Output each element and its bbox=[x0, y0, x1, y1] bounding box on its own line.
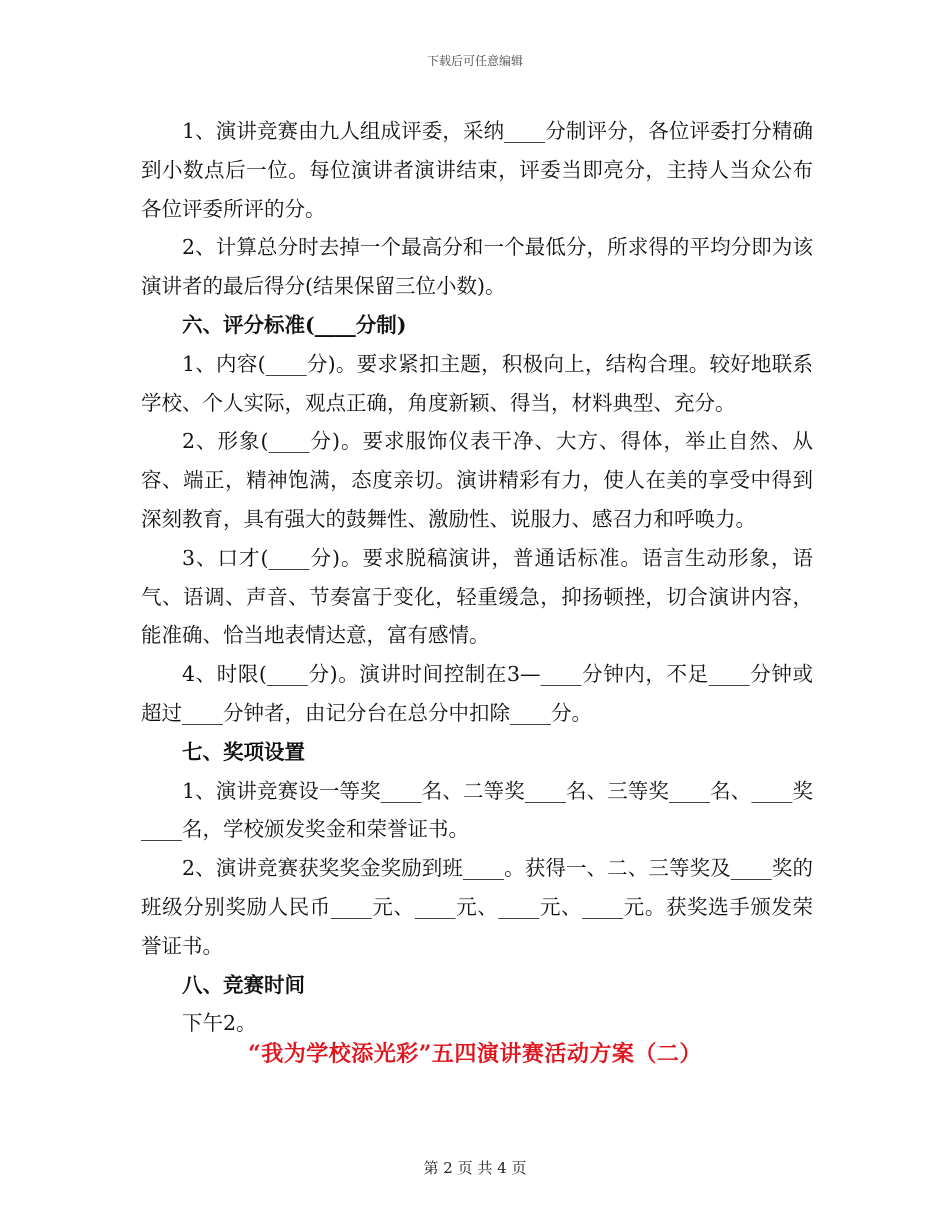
section-heading-scoring-criteria: 六、评分标准(____分制) bbox=[182, 312, 407, 337]
paragraph-criteria-image: 2、形象(____分)。要求服饰仪表干净、大方、得体，举止自然、从容、端正，精神饱满，态度亲切。演讲精彩有力，使人在美的享受中得到深刻教育，具有强大的鼓舞性、激励性、说服力、感召力和呼唤力。 bbox=[141, 429, 813, 531]
paragraph-criteria-time-limit: 4、时限(____分)。演讲时间控制在3—____分钟内，不足____分钟或超过____分钟者，由记分台在总分中扣除____分。 bbox=[141, 662, 813, 725]
paragraph-awards-1: 1、演讲竞赛设一等奖____名、二等奖____名、三等奖____名、____奖____名，学校颁发奖金和荣誉证书。 bbox=[141, 778, 813, 842]
paragraph-scoring-rule-1: 1、演讲竞赛由九人组成评委，采纳____分制评分，各位评委打分精确到小数点后一位。每位演讲者演讲结束，评委当即亮分，主持人当众公布各位评委所评的分。 bbox=[141, 119, 813, 221]
page-header: 下载后可任意编辑 bbox=[426, 54, 523, 68]
paragraph-scoring-rule-2: 2、计算总分时去掉一个最高分和一个最低分，所求得的平均分即为该演讲者的最后得分(结果保留三位小数)。 bbox=[141, 235, 813, 299]
document-body bbox=[141, 112, 813, 1043]
paragraph-criteria-eloquence: 3、口才(____分)。要求脱稿演讲，普通话标准。语言生动形象，语气、语调、声音、节奏富于变化，轻重缓急，抑扬顿挫，切合演讲内容，能准确、恰当地表情达意，富有感情。 bbox=[141, 545, 813, 648]
section-heading-competition-time: 八、竞赛时间 bbox=[182, 972, 305, 997]
paragraph-awards-2: 2、演讲竞赛获奖奖金奖励到班____。获得一、二、三等奖及____奖的班级分别奖励人民币____元、____元、____元、____元。获奖选手颁发荣誉证书。 bbox=[141, 856, 813, 958]
paragraph-competition-time: 下午2。 bbox=[182, 1011, 257, 1036]
document-title: “我为学校添光彩”五四演讲赛活动方案（二） bbox=[248, 1041, 702, 1067]
paragraph-criteria-content: 1、内容(____分)。要求紧扣主题，积极向上，结构合理。较好地联系学校、个人实际，观点正确，角度新颖、得当，材料典型、充分。 bbox=[141, 351, 813, 415]
section-heading-awards: 七、奖项设置 bbox=[182, 739, 305, 764]
page-footer: 第 2 页 共 4 页 bbox=[423, 1159, 527, 1177]
